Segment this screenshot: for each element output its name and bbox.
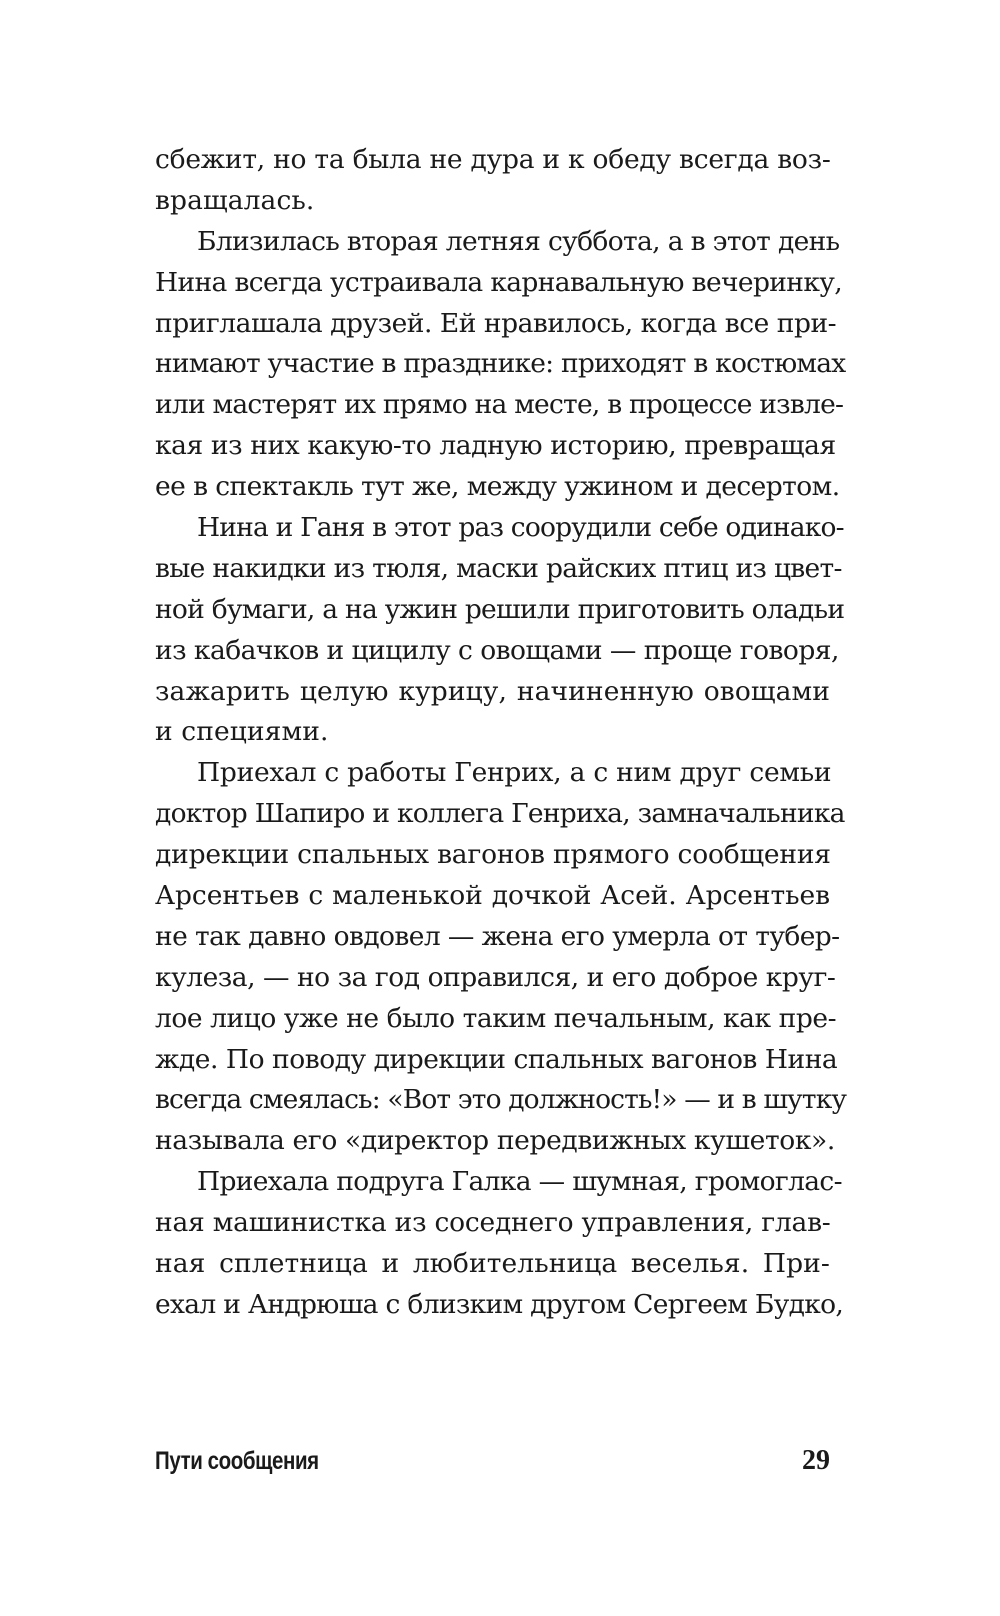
- page-number: 29: [802, 1445, 830, 1476]
- text-line: приглашала друзей. Ей нравилось, когда все при-: [155, 307, 837, 339]
- text-line: всегда смеялась: «Вот это должность!» — и в шутку: [155, 1084, 847, 1116]
- text-line: Близилась вторая летняя суббота, а в этот день: [197, 225, 840, 257]
- running-footer-title: Пути сообщения: [155, 1447, 319, 1475]
- text-line: дирекции спальных вагонов прямого сообщения: [155, 839, 831, 871]
- text-line: лое лицо уже не было таким печальным, как пре-: [155, 1002, 837, 1034]
- text-line: или мастерят их прямо на месте, в процессе извле-: [155, 389, 844, 421]
- text-line: не так давно овдовел — жена его умерла от тубер-: [155, 920, 840, 952]
- text-line: кулеза, — но за год оправился, и его доброе круг-: [155, 961, 836, 993]
- text-line: ее в спектакль тут же, между ужином и десертом.: [155, 471, 840, 503]
- text-line: ехал и Андрюша с близким другом Сергеем Будко,: [155, 1288, 844, 1320]
- text-line: ная сплетница и любительница веселья. При-: [155, 1248, 830, 1280]
- text-line: Арсентьев с маленькой дочкой Асей. Арсентьев: [155, 880, 830, 912]
- text-line: называла его «директор передвижных кушеток».: [155, 1125, 835, 1157]
- text-line: зажарить целую курицу, начиненную овощами: [155, 675, 830, 707]
- body-text: [155, 140, 847, 1326]
- text-line: и специями.: [155, 716, 329, 748]
- text-line: Нина и Ганя в этот раз соорудили себе одинако-: [197, 512, 844, 544]
- text-line: Приехал с работы Генрих, а с ним друг семьи: [197, 757, 832, 789]
- text-line: ная машинистка из соседнего управления, глав-: [155, 1207, 831, 1239]
- text-line: жде. По поводу дирекции спальных вагонов Нина: [155, 1043, 838, 1075]
- text-line: вые накидки из тюля, маски райских птиц из цвет-: [155, 552, 842, 584]
- text-line: ной бумаги, а на ужин решили приготовить оладьи: [155, 593, 845, 625]
- text-line: доктор Шапиро и коллега Генриха, замначальника: [155, 798, 845, 830]
- text-line: кая из них какую-то ладную историю, превращая: [155, 430, 836, 462]
- text-line: нимают участие в празднике: приходят в костюмах: [155, 348, 846, 380]
- text-line: вращалась.: [155, 184, 315, 216]
- text-line: сбежит, но та была не дура и к обеду всегда воз-: [155, 144, 831, 175]
- text-line: Приехала подруга Галка — шумная, громоглас-: [197, 1166, 842, 1198]
- text-line: из кабачков и цицилу с овощами — проще говоря,: [155, 634, 839, 666]
- text-line: Нина всегда устраивала карнавальную вечеринку,: [155, 266, 843, 298]
